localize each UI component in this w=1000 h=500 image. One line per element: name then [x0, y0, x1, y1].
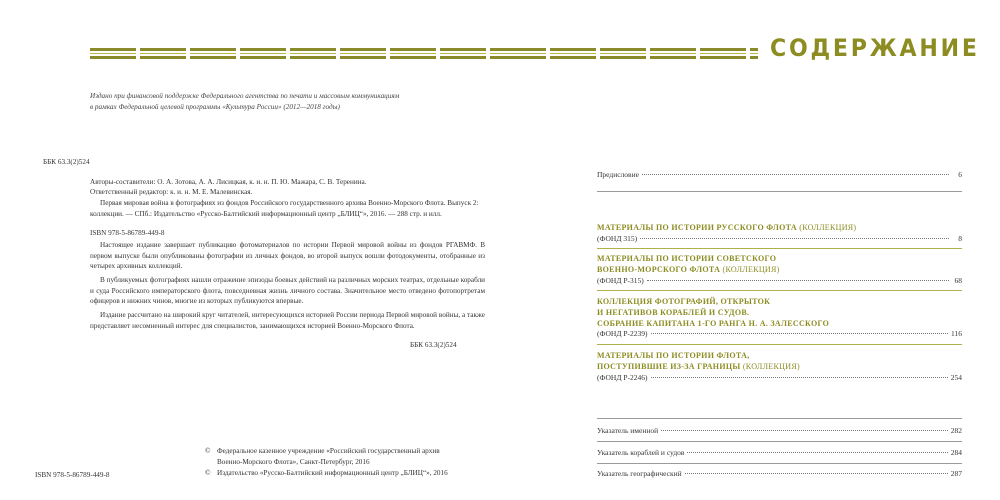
toc-section-1-title[interactable]: [597, 222, 962, 233]
divider: [597, 248, 962, 249]
toc-section-1-fond[interactable]: [597, 234, 962, 243]
divider: [597, 290, 962, 291]
toc-section-4-fond[interactable]: [597, 373, 962, 382]
toc-fond-label: (ФОНД 315): [597, 234, 638, 243]
toc-fond-label: (ФОНД Р-2246): [597, 373, 648, 382]
copyright-block: [205, 446, 448, 479]
section-title-line: И НЕГАТИВОВ КОРАБЛЕЙ И СУДОВ.: [597, 308, 750, 317]
copyright-archive-line-1: Федеральное казенное учреждение «Российский государственный архив: [217, 447, 440, 455]
copyright-archive-line-2: Военно-Морского Флота», Санкт-Петербург, 2016: [217, 458, 370, 466]
annotation-paragraph-2: В публикуемых фотографиях нашли отражение эпизоды боевых действий на различных морских театрах, отдельные корабли и суда Российского императорского флота, повседневная жизнь личного состава. Значительное место отведено фотопортретам офицеров и нижних чинов, многие из которых публикуются впервые.: [90, 276, 485, 306]
dot-leader: [651, 377, 948, 378]
funding-note-line-1: Издано при финансовой поддержке Федерального агентства по печати и массовым коммуникациям: [90, 92, 400, 100]
section-title-line: МАТЕРИАЛЫ ПО ИСТОРИИ СОВЕТСКОГО: [597, 254, 777, 263]
toc-heading: СОДЕРЖАНИЕ: [770, 34, 980, 62]
toc-entry-label: Указатель кораблей и судов: [597, 448, 685, 457]
toc-entry-page: 282: [950, 426, 962, 435]
toc-entry-page: 287: [950, 469, 962, 478]
section-title-suffix: (КОЛЛЕКЦИЯ): [722, 265, 780, 274]
toc-entry-page: 254: [950, 373, 962, 382]
toc-section-4-title[interactable]: [597, 350, 962, 372]
toc-entry-page: 68: [954, 276, 962, 285]
dot-leader: [642, 174, 949, 175]
toc-entry-label: Указатель именной: [597, 426, 659, 435]
dot-leader: [661, 430, 948, 431]
section-title-line: МАТЕРИАЛЫ ПО ИСТОРИИ РУССКОГО ФЛОТА: [597, 223, 797, 232]
section-title-suffix: (КОЛЛЕКЦИЯ): [799, 223, 857, 232]
bibliographic-imprint: коллекции. — СПб.: Издательство «Русско-Балтийский информационный центр „БЛИЦ“», 2016. — 288 стр. и илл.: [90, 210, 442, 218]
toc-entry-page: 6: [958, 170, 962, 179]
toc-entry-page: 284: [950, 448, 962, 457]
toc-fond-label: (ФОНД Р-315): [597, 276, 644, 285]
dot-leader: [647, 280, 949, 281]
divider: [597, 344, 962, 345]
toc-entry-preface[interactable]: [597, 170, 962, 179]
authors-line: Авторы-составители: О. А. Зотова, А. А. Лисицкая, к. и. н. П. Ю. Мажара, С. В. Теренина.: [90, 178, 367, 186]
decorative-border-left: [90, 48, 500, 62]
isbn-top: ISBN 978-5-86789-449-8: [90, 229, 165, 237]
bibliographic-title: Первая мировая война в фотографиях из фондов Российского государственного архива Военно-Морского Флота. Выпуск 2:: [100, 199, 479, 207]
decorative-border-right: [500, 48, 758, 62]
toc-section-2-title[interactable]: [597, 253, 962, 275]
copyright-symbol: ©: [205, 469, 211, 477]
toc-section-3-fond[interactable]: [597, 329, 962, 338]
section-title-line: МАТЕРИАЛЫ ПО ИСТОРИИ ФЛОТА,: [597, 351, 750, 360]
bbk-code-top: ББК 63.3(2)524: [43, 158, 90, 166]
dot-leader: [640, 238, 949, 239]
toc-fond-label: (ФОНД Р-2239): [597, 329, 648, 338]
copyright-symbol: ©: [205, 447, 211, 455]
divider: [597, 441, 962, 442]
dot-leader: [651, 333, 949, 334]
divider: [597, 191, 962, 192]
funding-note-line-2: в рамках Федеральной целевой программы «Культура России» (2012—2018 годы): [90, 103, 340, 111]
annotation-paragraph-1: Настоящее издание завершает публикацию фотоматериалов по истории Первой мировой войны из фондов РГАВМФ. В первом выпуске были опубликованы фотографии из личных фондов, во второй выпуск вошли фотодокументы, отобранные из четырех архивных коллекций.: [90, 241, 485, 271]
bbk-code-bottom: ББК 63.3(2)524: [410, 341, 457, 349]
toc-index-geographic[interactable]: [597, 469, 962, 478]
copyright-publisher-line: Издательство «Русско-Балтийский информационный центр „БЛИЦ“», 2016: [217, 469, 448, 477]
dot-leader: [687, 452, 947, 453]
annotation-paragraph-3: Издание рассчитано на широкий круг читателей, интересующихся историей России периода Первой мировой войны, а также представляет несомненный интерес для специалистов, занимающихся историей Военно-Морского Флота.: [90, 311, 485, 330]
toc-index-names[interactable]: [597, 426, 962, 435]
isbn-bottom: ISBN 978-5-86789-449-8: [35, 471, 110, 479]
toc-section-3-title[interactable]: [597, 296, 962, 329]
section-title-line: ВОЕННО-МОРСКОГО ФЛОТА: [597, 265, 721, 274]
divider: [597, 463, 962, 464]
section-title-suffix: (КОЛЛЕКЦИЯ): [742, 362, 800, 371]
divider: [597, 418, 962, 419]
section-title-line: ПОСТУПИВШИЕ ИЗ-ЗА ГРАНИЦЫ: [597, 362, 741, 371]
section-title-line: КОЛЛЕКЦИЯ ФОТОГРАФИЙ, ОТКРЫТОК: [597, 297, 771, 306]
dot-leader: [685, 473, 948, 474]
toc-index-ships[interactable]: [597, 448, 962, 457]
toc-entry-page: 116: [951, 329, 962, 338]
toc-entry-label: Предисловие: [597, 170, 639, 179]
toc-entry-label: Указатель географический: [597, 469, 682, 478]
editor-line: Ответственный редактор: к. и. н. М. Е. Малевинская.: [90, 188, 253, 196]
section-title-line: СОБРАНИЕ КАПИТАНА 1-ГО РАНГА Н. А. ЗАЛЕССКОГО: [597, 319, 830, 328]
toc-section-2-fond[interactable]: [597, 276, 962, 285]
toc-entry-page: 8: [958, 234, 962, 243]
